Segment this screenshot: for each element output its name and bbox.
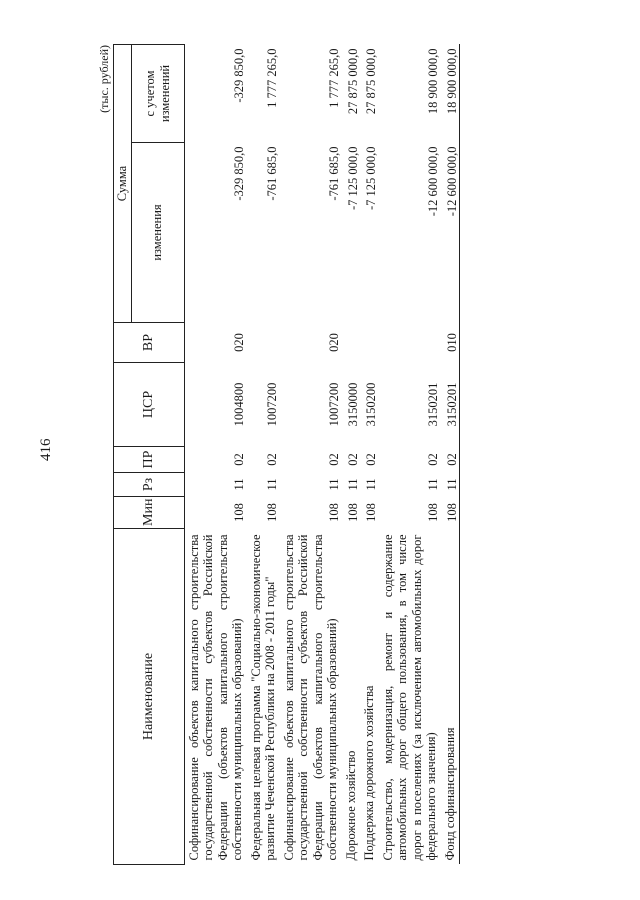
row-change: -761 685,0 [327, 146, 341, 201]
row-pr: 02 [364, 453, 378, 466]
header-pr: ПР [114, 447, 185, 473]
table-row [280, 45, 342, 865]
row-pr: 02 [441, 447, 460, 473]
row-change: -12 600 000,0 [426, 146, 440, 217]
row-min: 108 [441, 497, 460, 529]
header-csr: ЦСР [114, 363, 185, 447]
row-vr: 020 [232, 333, 246, 352]
row-csr: 3150201 [441, 363, 460, 447]
header-rz: Рз [114, 473, 185, 497]
row-total: 18 900 000,0 [426, 48, 440, 115]
header-changes: изменения [131, 143, 184, 323]
header-sum: Сумма [114, 45, 132, 323]
row-total: 27 875 000,0 [364, 48, 378, 115]
row-change: -7 125 000,0 [345, 146, 360, 211]
row-change: -329 850,0 [232, 146, 246, 201]
row-csr: 1004800 [232, 382, 246, 427]
header-with-changes: с учетом изменений [131, 45, 184, 143]
units-label: (тыс. рублей) [97, 45, 111, 113]
header-vr: ВР [114, 323, 185, 363]
table-row [342, 45, 361, 865]
row-name: Поддержка дорожного хозяйства [362, 685, 376, 861]
row-rz: 11 [265, 478, 279, 491]
row-change: -12 600 000,0 [441, 143, 460, 323]
row-csr: 1007200 [265, 382, 279, 427]
header-min: Мин [114, 497, 185, 529]
row-vr [342, 323, 361, 363]
row-csr: 3150201 [426, 382, 440, 427]
row-vr [379, 323, 441, 363]
budget-table [113, 44, 460, 865]
row-total: 1 777 265,0 [327, 48, 341, 108]
row-rz: 11 [232, 478, 246, 491]
row-vr: 020 [327, 333, 341, 352]
row-name: Строительство, модернизация, ремонт и содержание автомобильных дорог общего пользования, в том числе дорог в поселениях (за исключением автомобильных дорог федерального значения) [380, 534, 438, 861]
row-min: 108 [265, 503, 279, 522]
table-row [379, 45, 441, 865]
rotated-budget-page [95, 45, 555, 865]
row-vr [360, 323, 379, 363]
row-name: Софинансирование объектов капитального строительства государственной собственности субъектов Российской Федерации (объектов капитального строительства собственности муниципальных образований) [186, 534, 244, 861]
row-csr: 3150200 [364, 382, 378, 427]
row-total: 27 875 000,0 [345, 48, 360, 115]
row-change: -7 125 000,0 [364, 146, 378, 211]
row-vr: 010 [441, 323, 460, 363]
row-pr: 02 [327, 453, 341, 466]
row-name: Федеральная целевая программа "Социально-экономическое развитие Чеченской Республики на 2008 - 2011 годы" [248, 534, 277, 861]
page-number: 416 [38, 438, 54, 461]
row-name: Софинансирование объектов капитального строительства государственной собственности субъектов Российской Федерации (объектов капитального строительства собственности муниципальных образований) [281, 534, 339, 861]
row-total: 1 777 265,0 [265, 48, 279, 108]
table-row [360, 45, 379, 865]
row-min: 108 [426, 503, 440, 522]
row-total: 18 900 000,0 [441, 45, 460, 143]
row-csr: 3150000 [345, 382, 360, 427]
row-rz: 11 [327, 478, 341, 491]
row-pr: 02 [232, 453, 246, 466]
row-pr: 02 [345, 453, 360, 466]
row-rz: 11 [426, 478, 440, 491]
row-name: Дорожное хозяйство [343, 750, 358, 861]
row-rz: 11 [364, 478, 378, 491]
row-change: -761 685,0 [265, 146, 279, 201]
row-total: -329 850,0 [232, 48, 246, 103]
table-row [247, 45, 280, 865]
row-min: 108 [364, 503, 378, 522]
row-csr: 1007200 [327, 382, 341, 427]
row-pr: 02 [265, 453, 279, 466]
row-vr [247, 323, 280, 363]
row-min: 108 [345, 503, 360, 522]
row-name: Фонд софинансирования [441, 529, 460, 865]
table-row [441, 45, 460, 865]
row-min: 108 [327, 503, 341, 522]
row-rz: 11 [345, 478, 360, 491]
row-min: 108 [232, 503, 246, 522]
header-name: Наименование [114, 529, 185, 865]
row-pr: 02 [426, 453, 440, 466]
table-row [184, 45, 247, 865]
row-rz: 11 [441, 473, 460, 497]
